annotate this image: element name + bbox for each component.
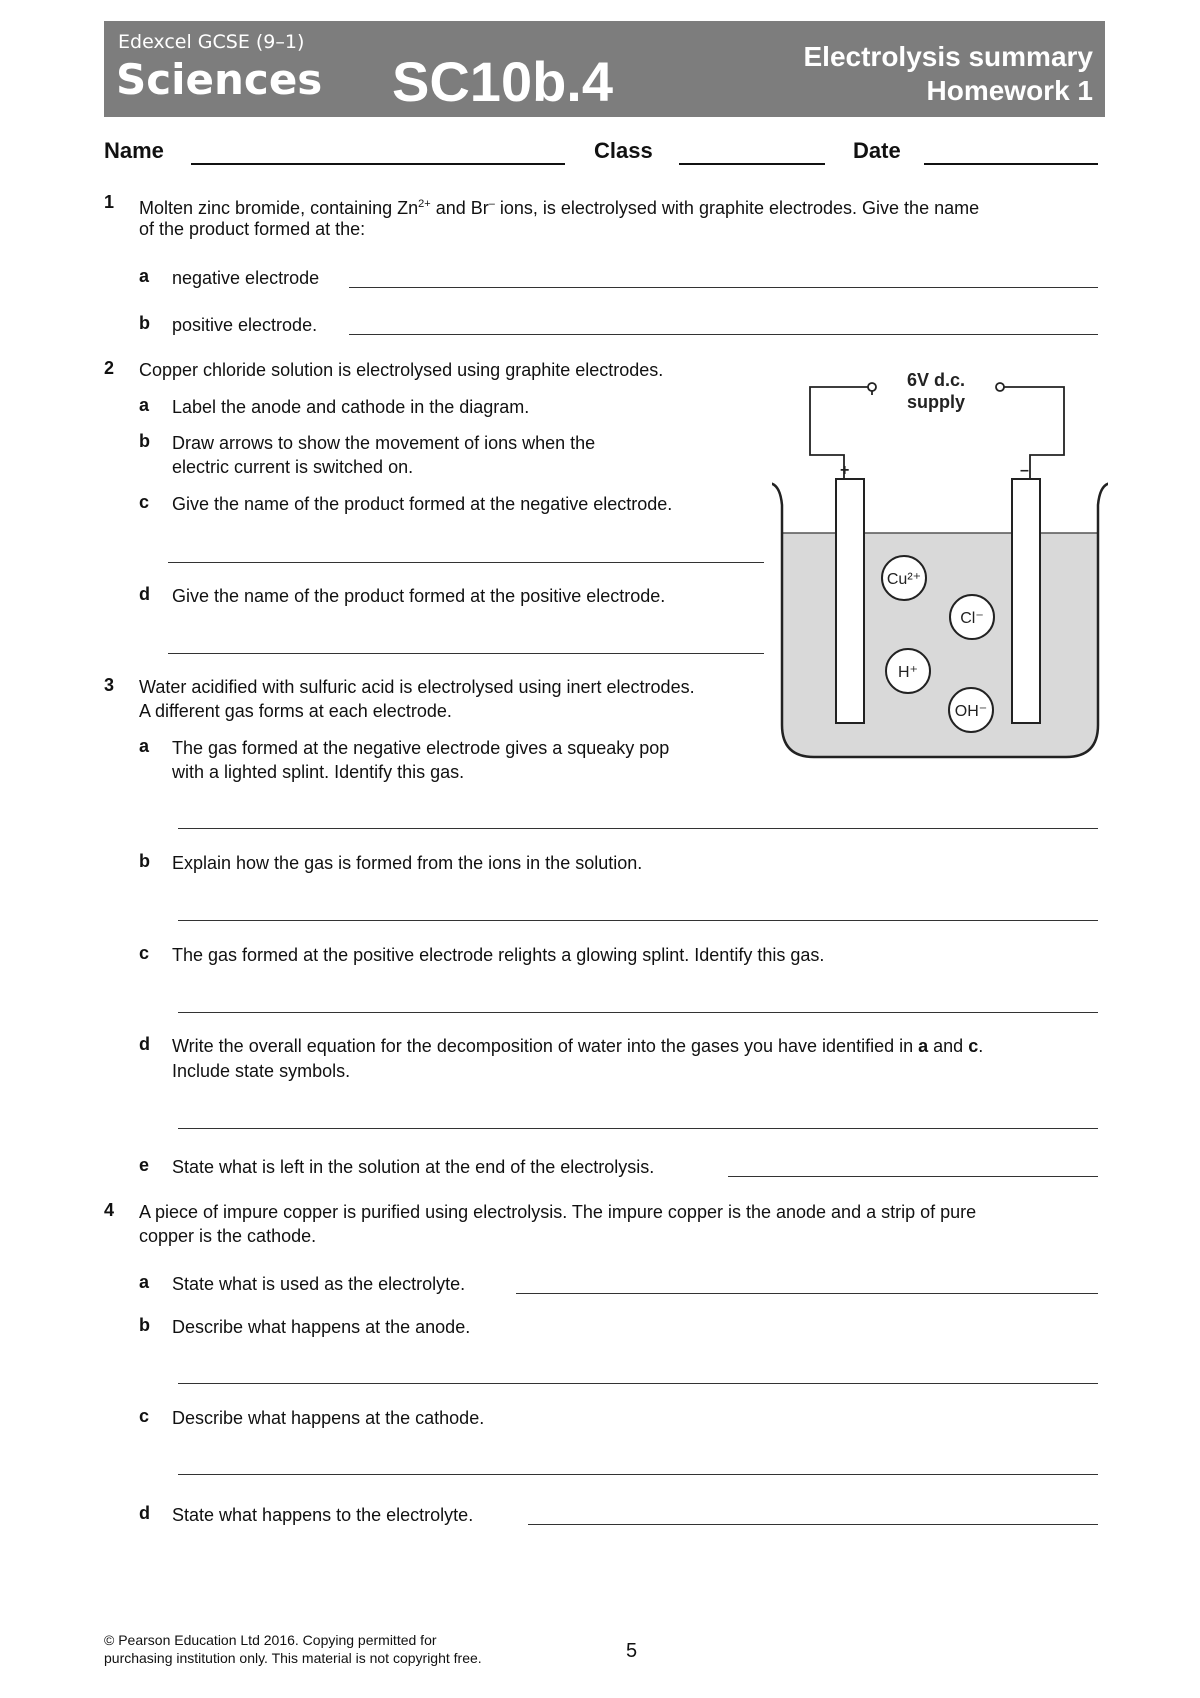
brand-small: Edexcel GCSE (9–1): [118, 31, 305, 53]
q1-text-b: and Br: [430, 198, 489, 218]
q3d-text-b: and: [928, 1036, 969, 1056]
q4c-label: c: [139, 1406, 150, 1426]
q3b-label: b: [139, 851, 150, 871]
q3b-answer-line[interactable]: [178, 920, 1098, 921]
q2c-answer-line[interactable]: [168, 562, 764, 563]
q1b-label: b: [139, 313, 150, 333]
q1-number: 1: [104, 192, 115, 212]
q3b-text: Explain how the gas is formed from the ions in the solution.: [172, 853, 643, 873]
q3a-label: a: [139, 736, 150, 756]
q4b-text: Describe what happens at the anode.: [172, 1317, 471, 1337]
positive-sign: +: [840, 462, 850, 479]
date-field[interactable]: [924, 163, 1098, 165]
ion-oh-label: OH⁻: [954, 703, 988, 720]
q3a-answer-line[interactable]: [178, 828, 1098, 829]
class-label: Class: [594, 138, 653, 163]
q3-text-1: Water acidified with sulfuric acid is electrolysed using inert electrodes.: [139, 677, 695, 697]
q3-text-2: A different gas forms at each electrode.: [139, 701, 452, 721]
q4b-answer-line[interactable]: [178, 1383, 1098, 1384]
q3e-label: e: [139, 1155, 150, 1175]
negative-sign: –: [1020, 462, 1029, 479]
page-number: 5: [626, 1640, 638, 1662]
q2d-text: Give the name of the product formed at the positive electrode.: [172, 586, 666, 606]
header-banner: [104, 21, 1105, 117]
electrolysis-diagram: [772, 365, 1108, 765]
q1-sup-br: –: [488, 198, 495, 210]
q2a-label: a: [139, 395, 150, 415]
ion-cu-label: Cu²⁺: [886, 571, 922, 588]
name-field[interactable]: [191, 163, 565, 165]
q3d-text: [172, 1034, 1102, 1058]
q4d-text: State what happens to the electrolyte.: [172, 1505, 474, 1525]
q3c-answer-line[interactable]: [178, 1012, 1098, 1013]
q4d-answer-line[interactable]: [528, 1524, 1098, 1525]
q4c-text: Describe what happens at the cathode.: [172, 1408, 485, 1428]
q1-text-a: Molten zinc bromide, containing Zn: [139, 198, 419, 218]
q4a-text: State what is used as the electrolyte.: [172, 1274, 466, 1294]
q2a-text: Label the anode and cathode in the diagram.: [172, 397, 530, 417]
left-terminal: [868, 383, 876, 391]
q3e-answer-line[interactable]: [728, 1176, 1098, 1177]
left-electrode[interactable]: [836, 479, 864, 723]
worksheet-code: SC10b.4: [392, 50, 613, 113]
name-label: Name: [104, 138, 164, 163]
q4-number: 4: [104, 1200, 115, 1220]
ion-h-label: H⁺: [898, 664, 918, 681]
q1a-answer-line[interactable]: [349, 287, 1098, 288]
q2c-text: Give the name of the product formed at the negative electrode.: [172, 494, 673, 514]
worksheet-title: Electrolysis summary: [803, 41, 1093, 72]
right-terminal: [996, 383, 1004, 391]
q2d-answer-line[interactable]: [168, 653, 764, 654]
class-field[interactable]: [679, 163, 825, 165]
q2b-label: b: [139, 431, 150, 451]
q3d-label: d: [139, 1034, 150, 1054]
brand-large: Sciences: [116, 55, 323, 104]
q3c-text: The gas formed at the positive electrode relights a glowing splint. Identify this gas.: [172, 945, 825, 965]
electrolyte-solution: [782, 533, 1098, 757]
q1-text-c: ions, is electrolysed with graphite electrodes. Give the name: [494, 198, 980, 218]
q3d-text-c: .: [978, 1036, 984, 1056]
q3d-ref-a: a: [918, 1036, 929, 1056]
copyright-footer: [104, 1631, 482, 1667]
q3-number: 3: [104, 675, 115, 695]
right-electrode[interactable]: [1012, 479, 1040, 723]
q1a-text: negative electrode: [172, 268, 320, 288]
q4-text-2: copper is the cathode.: [139, 1226, 317, 1246]
q3c-label: c: [139, 943, 150, 963]
q2c-label: c: [139, 492, 150, 512]
q1a-label: a: [139, 266, 150, 286]
q2-text: Copper chloride solution is electrolysed using graphite electrodes.: [139, 360, 664, 380]
q3d-text-a: Write the overall equation for the decomposition of water into the gases you have identified in: [172, 1036, 919, 1056]
q4d-label: d: [139, 1503, 150, 1523]
copyright-line-1: © Pearson Education Ltd 2016. Copying permitted for: [104, 1632, 437, 1648]
q1b-answer-line[interactable]: [349, 334, 1098, 335]
copyright-line-2: purchasing institution only. This material is not copyright free.: [104, 1650, 482, 1666]
date-label: Date: [853, 138, 901, 163]
q4c-answer-line[interactable]: [178, 1474, 1098, 1475]
q1-text: [139, 192, 1099, 220]
q3d-text-2: Include state symbols.: [172, 1061, 351, 1081]
q4-text-1: A piece of impure copper is purified using electrolysis. The impure copper is the anode and a strip of pure: [139, 1202, 977, 1222]
supply-label-line2: supply: [906, 392, 966, 412]
q2-number: 2: [104, 358, 115, 378]
q2b-text-1: Draw arrows to show the movement of ions when the: [172, 433, 596, 453]
q1-text-line2: of the product formed at the:: [139, 219, 366, 239]
q3a-text-1: The gas formed at the negative electrode gives a squeaky pop: [172, 738, 670, 758]
right-wire: [1000, 387, 1064, 479]
q4a-answer-line[interactable]: [516, 1293, 1098, 1294]
q3d-answer-line[interactable]: [178, 1128, 1098, 1129]
q4b-label: b: [139, 1315, 150, 1335]
q3d-ref-c: c: [968, 1036, 979, 1056]
q3e-text: State what is left in the solution at the end of the electrolysis.: [172, 1157, 655, 1177]
supply-label-line1: 6V d.c.: [906, 370, 966, 390]
worksheet-subtitle: Homework 1: [926, 75, 1093, 106]
q3a-text-2: with a lighted splint. Identify this gas.: [172, 762, 465, 782]
q2b-text-2: electric current is switched on.: [172, 457, 414, 477]
q4a-label: a: [139, 1272, 150, 1292]
q2d-label: d: [139, 584, 150, 604]
ion-cl-label: Cl⁻: [960, 610, 984, 627]
q1b-text: positive electrode.: [172, 315, 318, 335]
q1-sup-zn: 2+: [418, 198, 431, 210]
